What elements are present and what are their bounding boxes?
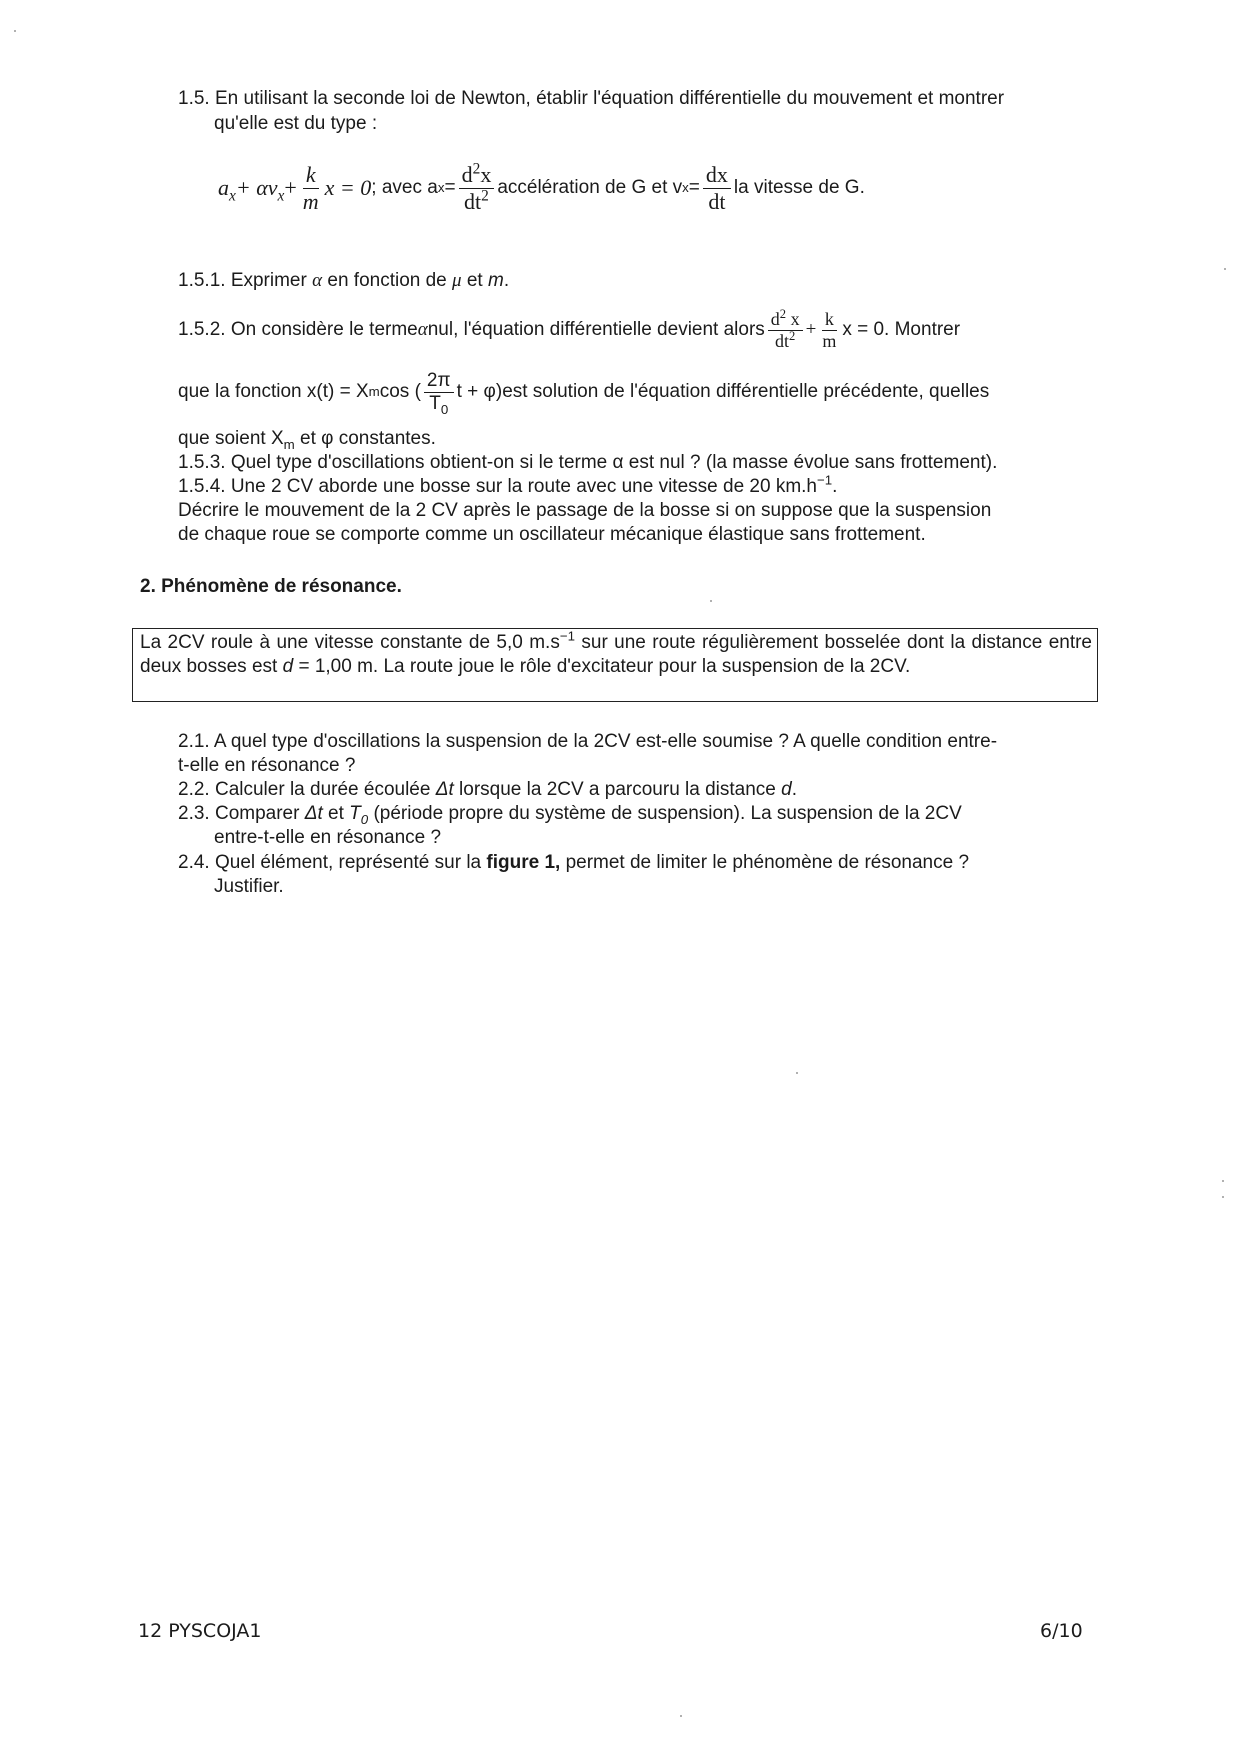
statement-text: La 2CV roule à une vitesse constante de 5,0 $m.s^{-1}$ sur une route régulièrement bosselée dont la distance entre deux bosses est d = 1,00 m. La route joue le rôle d'excitateur pour la suspension de la 2CV.	[140, 628, 1092, 677]
q2-1-line1: 2.1. A quel type d'oscillations la suspension de la 2CV est-elle soumise ? A quelle condition entre-	[178, 731, 998, 752]
scan-speck	[796, 1072, 798, 1074]
scan-speck	[1222, 1180, 1224, 1182]
equation-main: $a_x$ + $\alpha v_x$ + $\frac{k}{m}$ x = 0 ; avec a x = $\frac{d^2x}{dt^2}$ accélération de G et v x = $\frac{dx}{dt}$ la vitesse de G.	[218, 160, 865, 214]
q2-1-line2: t-elle en résonance ?	[178, 755, 356, 776]
q2-4-line2: Justifier.	[214, 876, 284, 897]
q1-5-1: 1.5.1. Exprimer α en fonction de μ et m.	[178, 270, 510, 291]
footer-code: 12 PYSCOJA1	[138, 1620, 262, 1642]
q1-5-4: 1.5.4. Une 2 CV aborde une bosse sur la route avec une vitesse de 20 $km.h^{-1}$.	[178, 472, 838, 497]
q2-3-line2: entre-t-elle en résonance ?	[214, 827, 442, 848]
scan-speck	[1224, 268, 1226, 270]
q1-5-4-line3: de chaque roue se comporte comme un oscillateur mécanique élastique sans frottement.	[178, 524, 926, 545]
q1-5-2-constants: que soient $X_m$ et φ constantes.	[178, 428, 436, 452]
q1-5-line1: 1.5. En utilisant la seconde loi de Newton, établir l'équation différentielle du mouvement et montrer	[178, 88, 1005, 109]
q1-5-3: 1.5.3. Quel type d'oscillations obtient-on si le terme α est nul ? (la masse évolue sans frottement).	[178, 452, 998, 473]
scan-speck	[710, 600, 712, 602]
q2-4-line1: 2.4. Quel élément, représenté sur la figure 1, permet de limiter le phénomène de résonance ?	[178, 852, 970, 873]
q2-3-line1: 2.3. Comparer Δt et $T_0$ (période propre du système de suspension). La suspension de la 2CV	[178, 803, 962, 827]
q1-5-4-line2: Décrire le mouvement de la 2 CV après le passage de la bosse si on suppose que la suspension	[178, 500, 992, 521]
scan-speck	[1222, 1196, 1224, 1198]
q1-5-2: 1.5.2. On considère le terme α nul, l'équation différentielle devient alors $\frac{d^2 x}{dt^2}$ + $\frac{k}{m}$ x = 0. Montrer	[178, 306, 961, 351]
q2-2: 2.2. Calculer la durée écoulée Δt lorsque la 2CV a parcouru la distance d.	[178, 779, 798, 800]
q1-5-2-function: que la fonction x(t) = X m cos ( $\frac{2\pi}{T_0}$ t + φ) est solution de l'équation différentielle précédente, quelles	[178, 369, 990, 417]
q1-5-line2: qu'elle est du type :	[214, 113, 378, 134]
footer-page-number: 6/10	[1040, 1620, 1083, 1642]
scan-speck	[680, 1715, 682, 1717]
section-2-heading: 2. Phénomène de résonance.	[140, 576, 402, 597]
scan-speck	[14, 30, 16, 32]
